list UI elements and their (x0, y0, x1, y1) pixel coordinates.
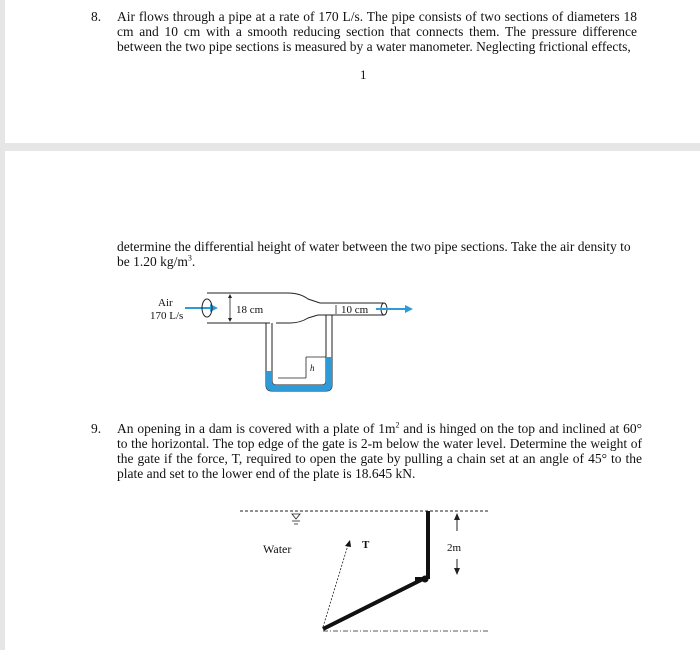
pipe-bottom-wall-right (276, 315, 384, 323)
question-8-text-part2 (117, 239, 642, 269)
outlet-arrowhead (405, 305, 413, 313)
question-9-text-rest: and is hinged on the top and inclined at 60° to the horizontal. The top edge of the gate is 2-m below the water level. Determine the weight of the gate if the force, T, required to open the gate by pulling a chain set at an angle of 45° to the plate and set to the lower end of the plate is 18.645 kN. (117, 421, 642, 481)
document-page-1 (5, 0, 700, 143)
flow-rate-label: 170 L/s (150, 310, 184, 322)
h-label: h (310, 363, 315, 373)
document-page-2 (5, 151, 700, 650)
question-8-number: 8. (91, 9, 102, 24)
question-9-number: 9. (91, 421, 102, 436)
air-label: Air (158, 297, 173, 309)
d1-arrow-top (228, 294, 232, 298)
depth-arrowhead-bottom (454, 568, 460, 575)
d1-arrow-bottom (228, 318, 232, 322)
area-unit-exponent: 2 (395, 420, 400, 430)
t-label: T (362, 539, 370, 551)
depth-label: 2m (447, 542, 462, 554)
question-8-text-line1: determine the differential height of water between the two pipe sections. Take the air density to (117, 239, 631, 254)
question-8-text-line2-end: . (191, 254, 196, 269)
manometer-outer (266, 315, 332, 391)
pipe-manometer-figure (140, 285, 430, 405)
question-8-text-part1: Air flows through a pipe at a rate of 170 L/s. The pipe consists of two sections of diameters 18 cm and 10 cm with a smooth reducing section that connects them. The pressure difference between the two pipe sections is measured by a water manometer. Neglecting frictional effects, (117, 9, 637, 54)
question-9-text-start: An opening in a dam is covered with a plate of 1m (117, 421, 396, 436)
chain-arrowhead (345, 540, 351, 547)
density-unit-exponent: 3 (187, 253, 192, 263)
gate-plate (323, 579, 423, 629)
question-8-text-line2: be 1.20 kg/m (117, 254, 188, 269)
depth-arrowhead-top (454, 513, 460, 520)
dam-gate-figure (235, 501, 495, 641)
pipe-top-wall (207, 293, 384, 303)
d1-label: 18 cm (236, 304, 264, 316)
chain-line (323, 545, 348, 627)
question-9-text (117, 421, 642, 481)
inlet-arrowhead (210, 304, 218, 312)
water-surface-symbol (292, 514, 300, 519)
manometer-inner (272, 315, 326, 385)
water-label: Water (263, 542, 292, 556)
d2-label: 10 cm (341, 304, 369, 316)
page-number: 1 (360, 67, 367, 82)
manometer-water (266, 357, 332, 391)
